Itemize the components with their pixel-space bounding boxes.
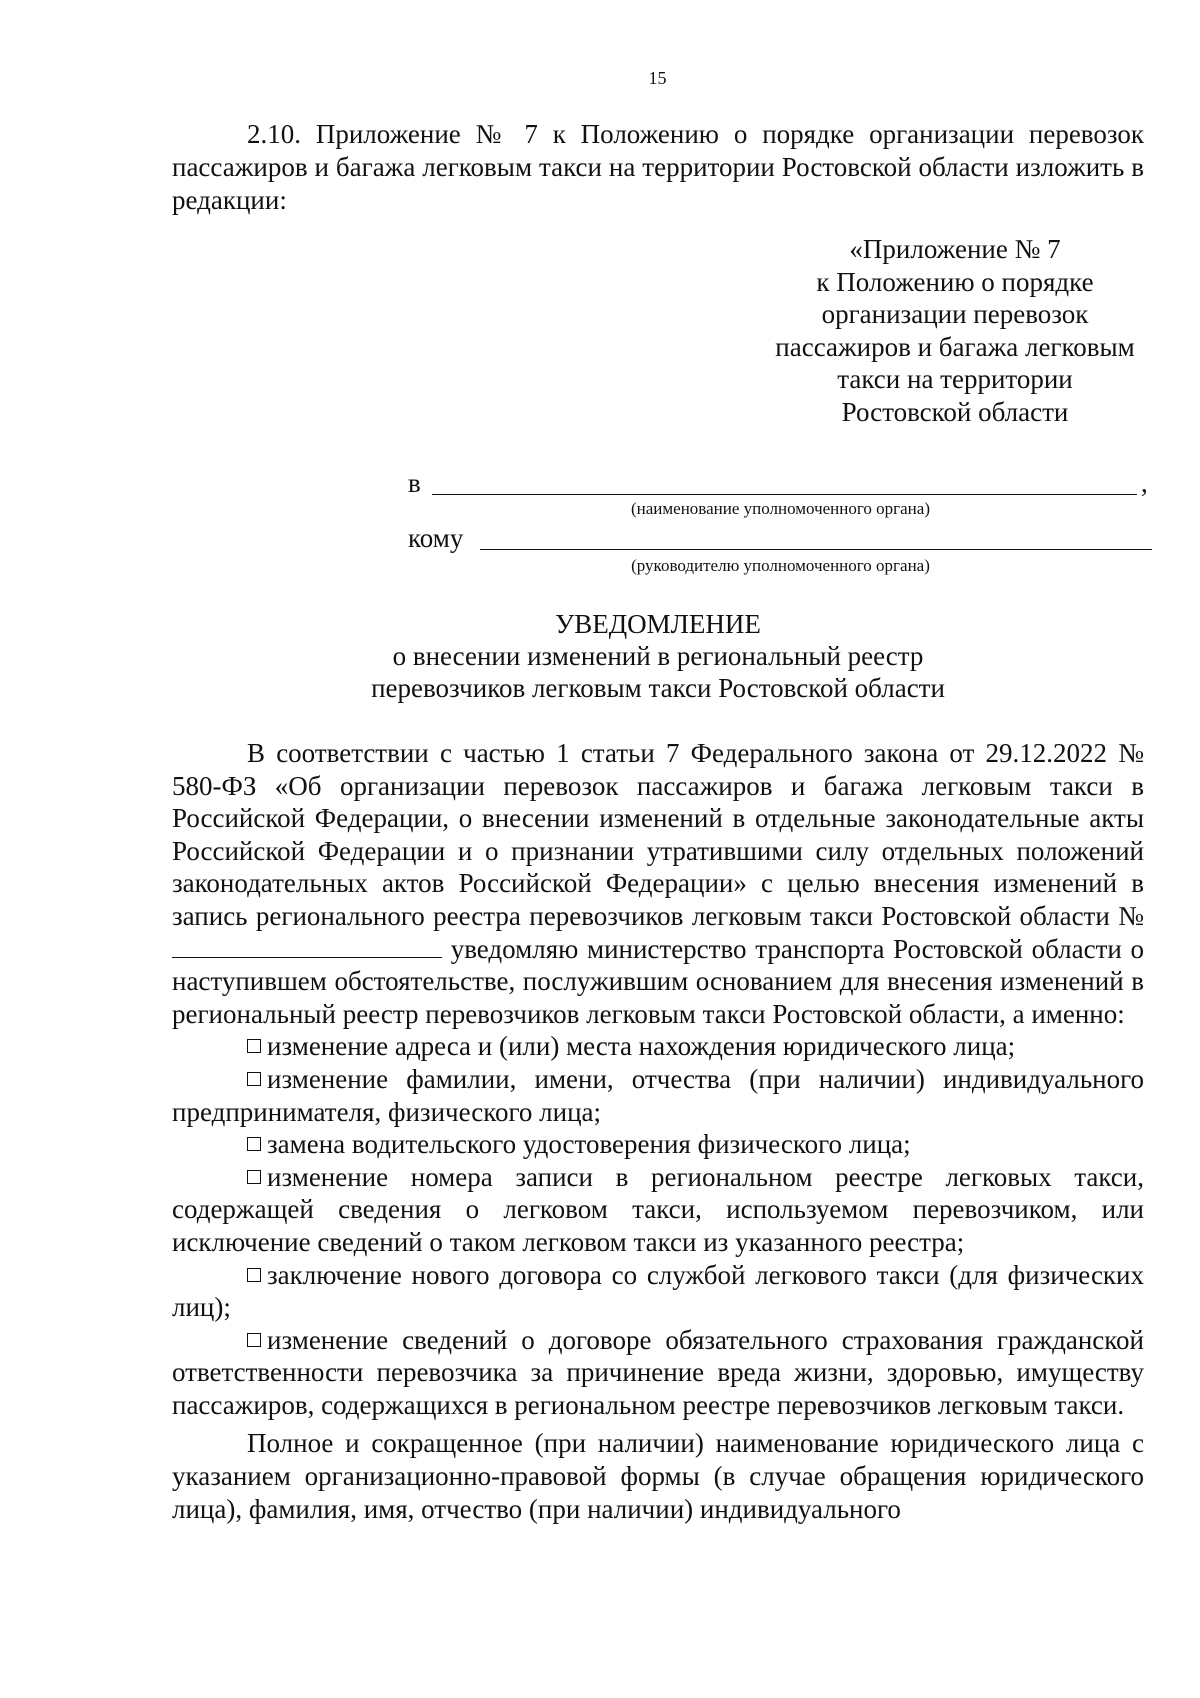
appendix-header [760, 233, 1150, 428]
checkbox-icon[interactable] [247, 1072, 261, 1086]
notice-subtitle: о внесении изменений в региональный реестр [392, 641, 924, 671]
whom-blank[interactable] [480, 549, 1152, 550]
registry-number-blank[interactable] [172, 937, 442, 958]
checkbox-icon[interactable] [247, 1170, 261, 1184]
notice-subtitle: перевозчиков легковым такси Ростовской области [371, 673, 945, 703]
intro-paragraph: 2.10. Приложение № 7 к Положению о порядке организации перевозок пассажиров и багажа легковым такси на территории Ростовской области изложить в редакции: [172, 119, 1144, 215]
notice-title: УВЕДОМЛЕНИЕ [555, 609, 761, 639]
main-paragraph [172, 737, 1144, 1030]
to-authority-caption: (наименование уполномоченного органа) [630, 499, 930, 518]
to-suffix: , [1141, 468, 1148, 498]
option-text: изменение номера записи в региональном реестре легковых такси, содержащей сведения о легковом такси, используемом перевозчиком, или исключение сведений о таком легковом такси из указанного реестра; [172, 1161, 1144, 1257]
appendix-line: пассажиров и багажа легковым [775, 331, 1135, 362]
main-body [172, 737, 1144, 1525]
option-item [172, 1128, 1144, 1161]
option-text: изменение адреса и (или) места нахождения юридического лица; [267, 1031, 1016, 1062]
appendix-line: «Приложение № 7 [849, 234, 1061, 264]
whom-line [408, 522, 1153, 556]
whom-caption: (руководителю уполномоченного органа) [631, 556, 930, 575]
option-item [172, 1063, 1144, 1128]
page-number: 15 [648, 68, 667, 88]
checkbox-icon[interactable] [247, 1333, 261, 1347]
option-text: изменение сведений о договоре обязательного страхования гражданской ответственности перевозчика за причинение вреда жизни, здоровью, имуществу пассажиров, содержащихся в региональном реестре перевозчиков легковым такси. [172, 1324, 1144, 1420]
intro-paragraph-block [172, 118, 1144, 217]
notice-heading [172, 608, 1144, 704]
option-item [172, 1030, 1144, 1063]
checkbox-icon[interactable] [247, 1268, 261, 1282]
option-text: изменение фамилии, имени, отчества (при наличии) индивидуального предпринимателя, физического лица; [172, 1063, 1144, 1127]
checkbox-icon[interactable] [247, 1137, 261, 1151]
appendix-line: организации перевозок [821, 299, 1089, 329]
option-text: замена водительского удостоверения физического лица; [267, 1129, 911, 1160]
final-paragraph: Полное и сокращенное (при наличии) наименование юридического лица с указанием организационно-правовой формы (в случае обращения юридического лица), фамилия, имя, отчество (при наличии) индивидуального [172, 1428, 1144, 1524]
to-authority-line [408, 467, 1153, 501]
appendix-line: к Положению о порядке [816, 266, 1094, 297]
main-paragraph-part1: В соответствии с частью 1 статьи 7 Федерального закона от 29.12.2022 № 580-ФЗ «Об организации перевозок пассажиров и багажа легковым такси в Российской Федерации, о внесении изменений в отдельные законодательные акты Российской Федерации и о признании утратившими силу отдельных положений законодательных актов Российской Федерации» с целью внесения изменений в запись регионального реестра перевозчиков легковым такси Ростовской области № [172, 738, 1144, 931]
checkbox-icon[interactable] [247, 1039, 261, 1053]
to-authority-blank[interactable] [432, 494, 1137, 495]
option-item [172, 1324, 1144, 1422]
option-item [172, 1161, 1144, 1259]
appendix-line: такси на территории [837, 364, 1073, 394]
main-paragraph-part2: уведомляю министерство транспорта Ростовской области о наступившем обстоятельстве, послужившим основанием для внесения изменений в региональный реестр перевозчиков легковым такси Ростовской области, а именно: [172, 933, 1145, 1029]
to-label: в [408, 468, 421, 498]
whom-label: кому [408, 523, 464, 553]
option-text: заключение нового договора со службой легкового такси (для физических лиц); [172, 1259, 1144, 1323]
option-item [172, 1259, 1144, 1324]
appendix-line: Ростовской области [841, 396, 1069, 427]
